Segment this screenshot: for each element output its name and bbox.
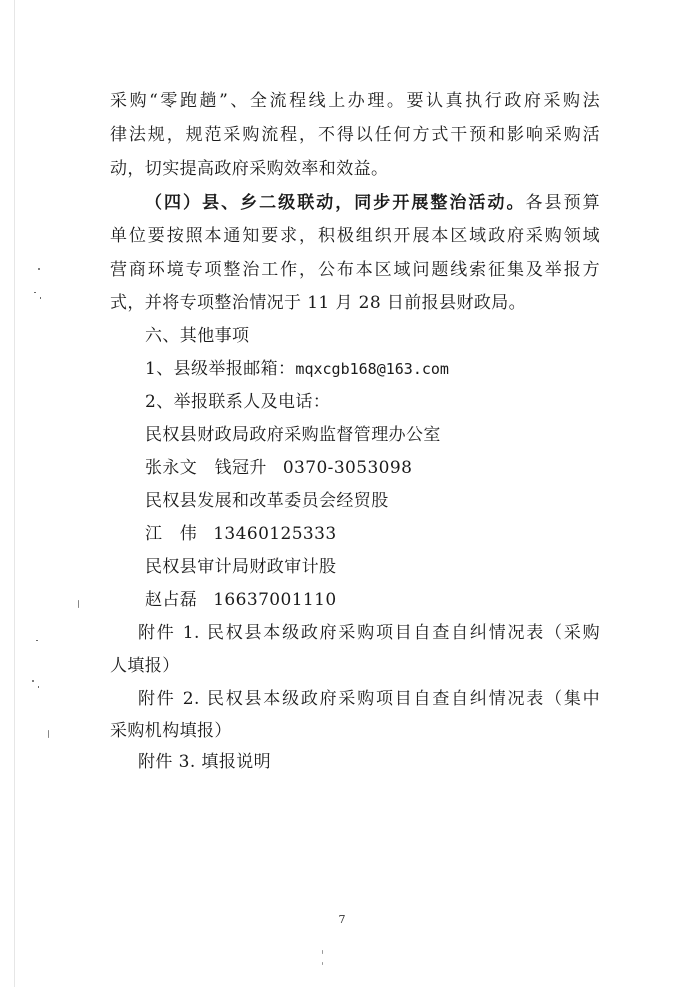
body-line: 营商环境专项整治工作，公布本区域问题线索征集及举报方: [110, 260, 600, 280]
section-4-first-line: [145, 192, 600, 214]
contact-phone: 16637001110: [213, 590, 337, 610]
body-line: 单位要按照本通知要求，积极组织开展本区域政府采购领域: [110, 226, 600, 246]
scan-speck: [34, 292, 36, 293]
page-number: 7: [338, 913, 346, 926]
contact-names: 张永文 钱冠升: [145, 458, 267, 478]
scan-speck: [322, 950, 323, 954]
attachment-1-line: 附件 1. 民权县本级政府采购项目自查自纠情况表（采购: [138, 623, 600, 643]
contact-phone: 0370-3053098: [282, 458, 413, 478]
contact-names: 赵占磊: [145, 590, 198, 610]
section-6-heading: 六、其他事项: [145, 326, 250, 346]
scan-speck: [32, 680, 34, 682]
contact-person: [145, 457, 600, 479]
contact-dept: 民权县发展和改革委员会经贸股: [145, 491, 389, 511]
section-4-heading: （四）县、乡二级联动，同步开展整治活动。: [145, 193, 526, 213]
body-line: 式，并将专项整治情况于 11 月 28 日前报县财政局。: [110, 293, 527, 313]
contact-dept: 民权县审计局财政审计股: [145, 557, 337, 577]
contact-names: 江 伟: [145, 524, 198, 544]
contact-phone: 13460125333: [213, 524, 337, 544]
scan-speck: [40, 297, 41, 299]
attachment-2-line: 采购机构填报）: [110, 721, 232, 741]
attachment-3-line: 附件 3. 填报说明: [138, 752, 272, 772]
scan-speck: [38, 268, 40, 270]
contacts-label: 2、举报联系人及电话：: [145, 392, 331, 412]
contact-dept: 民权县财政局政府采购监督管理办公室: [145, 425, 441, 445]
contact-person: [145, 589, 600, 611]
scan-speck: [36, 640, 38, 641]
scan-speck: [322, 962, 323, 965]
email-line: [145, 358, 600, 380]
body-line: 采购“零跑趟”、全流程线上办理。要认真执行政府采购法: [110, 91, 600, 111]
attachment-1-line: 人填报）: [110, 656, 180, 676]
contact-person: [145, 523, 600, 545]
body-line: 动，切实提高政府采购效率和效益。: [110, 159, 389, 179]
scan-speck: [48, 730, 49, 738]
attachment-2-line: 附件 2. 民权县本级政府采购项目自查自纠情况表（集中: [138, 689, 600, 709]
scan-speck: [78, 600, 79, 608]
email-label: 1、县级举报邮箱：: [145, 359, 296, 379]
section-4-text: 各县预算: [525, 193, 600, 213]
email-address: mqxcgb168@163.com: [295, 360, 449, 378]
body-line: 律法规，规范采购流程，不得以任何方式干预和影响采购活: [110, 125, 600, 145]
scan-speck: [38, 686, 39, 688]
scan-edge-line: [14, 0, 15, 987]
